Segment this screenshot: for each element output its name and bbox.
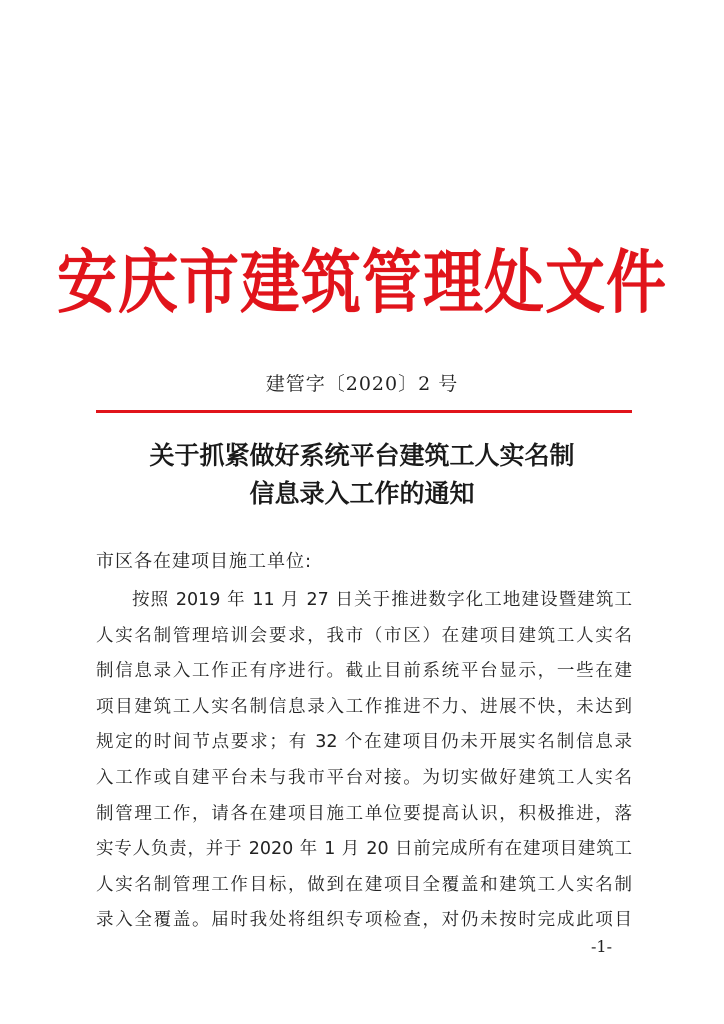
body-line: 录入全覆盖。届时我处将组织专项检查，对仍未按时完成此项目: [96, 910, 632, 931]
notice-title: [0, 437, 724, 513]
body-paragraph: [96, 583, 632, 939]
page-number: -1-: [591, 937, 612, 956]
body-line: 项目建筑工人实名制信息录入工作推进不力、进展不快，未达到: [96, 696, 632, 717]
red-divider-rule: [96, 410, 632, 413]
body-line: 按照 2019 年 11 月 27 日关于推进数字化工地建设暨建筑工: [132, 590, 632, 610]
body-line: 制信息录入工作正有序进行。截止目前系统平台显示，一些在建: [96, 661, 632, 682]
body-line: 实专人负责，并于 2020 年 1 月 20 日前完成所有在建项目建筑工: [96, 839, 632, 860]
notice-title-line-1: 关于抓紧做好系统平台建筑工人实名制: [149, 441, 575, 470]
notice-title-line-2: 信息录入工作的通知: [249, 479, 475, 508]
document-masthead: 安庆市建筑管理处文件: [57, 242, 667, 324]
body-line: 制管理工作，请各在建项目施工单位要提高认识，积极推进，落: [96, 803, 632, 824]
body-line: 规定的时间节点要求；有 32 个在建项目仍未开展实名制信息录: [96, 732, 632, 753]
salutation: 市区各在建项目施工单位:: [96, 551, 313, 572]
body-line: 人实名制管理培训会要求，我市（市区）在建项目建筑工人实名: [96, 625, 632, 646]
document-number: 建管字〔2020〕2 号: [265, 373, 459, 395]
body-line: 入工作或自建平台未与我市平台对接。为切实做好建筑工人实名: [96, 767, 632, 788]
body-line: 人实名制管理工作目标，做到在建项目全覆盖和建筑工人实名制: [96, 874, 632, 895]
